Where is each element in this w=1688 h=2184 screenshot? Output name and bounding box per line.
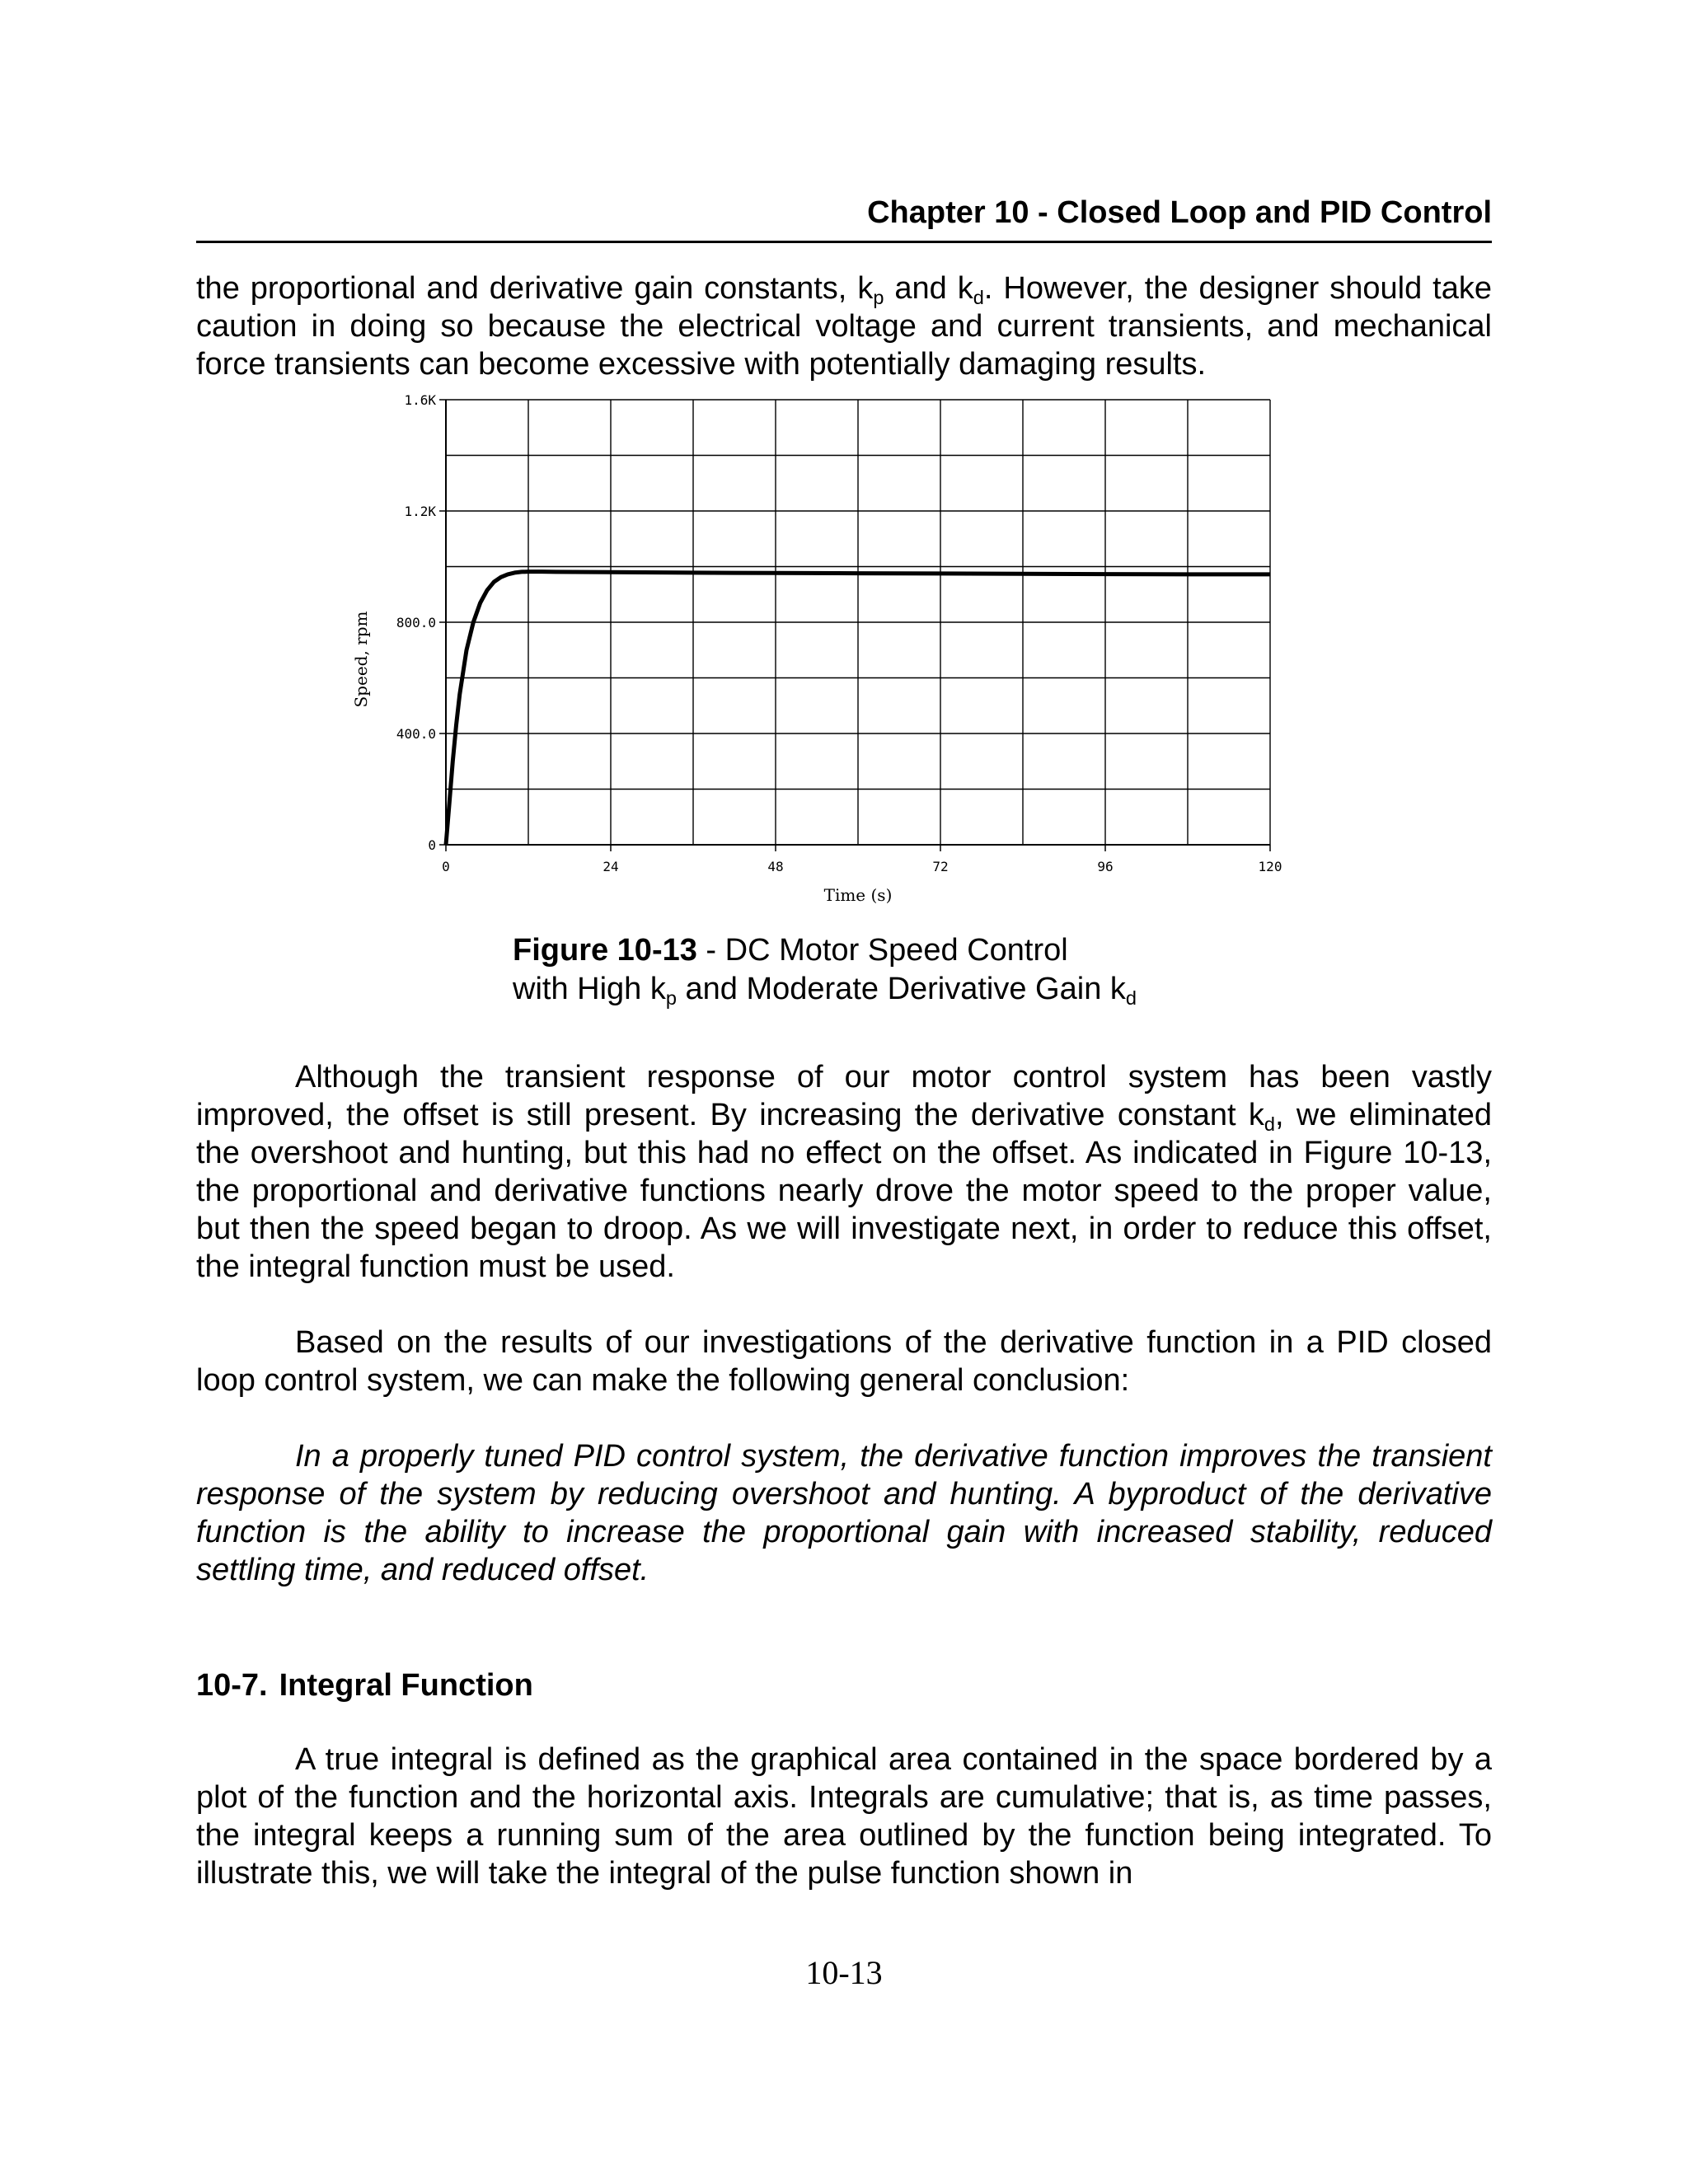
chapter-header: Chapter 10 - Closed Loop and PID Control — [867, 195, 1492, 230]
para1-sub-p: p — [873, 287, 884, 309]
y-tick-label: 1.6K — [404, 392, 436, 408]
caption-title: - DC Motor Speed Control — [696, 933, 1068, 968]
caption-line-2 — [513, 970, 1137, 1009]
figure-caption — [513, 931, 1137, 1009]
caption-text-a: with High k — [513, 972, 666, 1006]
para2-text-1: Although the transient response of our motor control system has been vastly improved, the offset is still present. By increasing the derivative constant k — [196, 1060, 1492, 1132]
transient-paragraph — [196, 1058, 1492, 1286]
y-tick-label: 800.0 — [396, 615, 436, 630]
integral-paragraph: A true integral is defined as the graphical area contained in the space bordered by a plot of the function and the horizontal axis. Integrals are cumulative; that is, as time passes, the integral keeps a running sum of the area outlined by the function being integrated. To illustrate this, we will take the integral of the pulse function shown in — [196, 1742, 1492, 1891]
section-number: 10-7. — [196, 1668, 268, 1703]
para2-sub-d: d — [1264, 1113, 1275, 1136]
x-tick-label: 120 — [1258, 859, 1282, 874]
results-paragraph: Based on the results of our investigations of the derivative function in a PID closed loop control system, we can make the following general conclusion: — [196, 1325, 1492, 1398]
x-tick-label: 72 — [932, 859, 949, 874]
intro-paragraph — [196, 269, 1492, 383]
x-axis-title: Time (s) — [823, 885, 893, 905]
para1-text-3: . However, the designer should take caution in doing so because the electrical voltage and current transients, and mechanical force transients can become excessive with potentially damaging results. — [196, 271, 1492, 382]
para2-text-2: , we eliminated the overshoot and hunting, but this had no effect on the offset. As indicated in Figure 10-13, the proportional and derivative functions nearly drove the motor speed to the proper value, but then the speed began to droop. As we will investigate next, in order to reduce this offset, the integral function must be used. — [196, 1098, 1492, 1284]
x-tick-label: 24 — [603, 859, 619, 874]
caption-sub-d: d — [1125, 987, 1137, 1010]
header-rule — [196, 241, 1492, 243]
speed-time-chart — [330, 387, 1319, 948]
chart-grid — [446, 400, 1270, 845]
section-heading — [196, 1666, 533, 1704]
conclusion-paragraph: In a properly tuned PID control system, the derivative function improves the transient response of the system by reducing overshoot and hunting. A byproduct of the derivative function is the ability to increase the proportional gain with increased stability, reduced settling time, and reduced offset. — [196, 1439, 1492, 1587]
x-tick-label: 0 — [442, 859, 450, 874]
caption-line-1 — [513, 931, 1137, 970]
section-title: Integral Function — [279, 1668, 533, 1703]
x-tick-label: 96 — [1097, 859, 1114, 874]
para1-sub-d: d — [973, 287, 984, 309]
x-tick-label: 48 — [767, 859, 784, 874]
para1-text-2: and k — [884, 271, 973, 306]
caption-text-b: and Moderate Derivative Gain k — [676, 972, 1126, 1006]
chart-ticks — [396, 392, 1282, 874]
caption-sub-p: p — [665, 987, 677, 1010]
y-tick-label: 0 — [428, 837, 436, 853]
y-tick-label: 400.0 — [396, 726, 436, 742]
figure-label: Figure 10-13 — [513, 933, 697, 968]
para1-text-1: the proportional and derivative gain constants, k — [196, 271, 874, 306]
y-tick-label: 1.2K — [404, 504, 436, 519]
y-axis-title: Speed, rpm — [351, 611, 371, 708]
page-number: 10-13 — [805, 1954, 883, 1991]
